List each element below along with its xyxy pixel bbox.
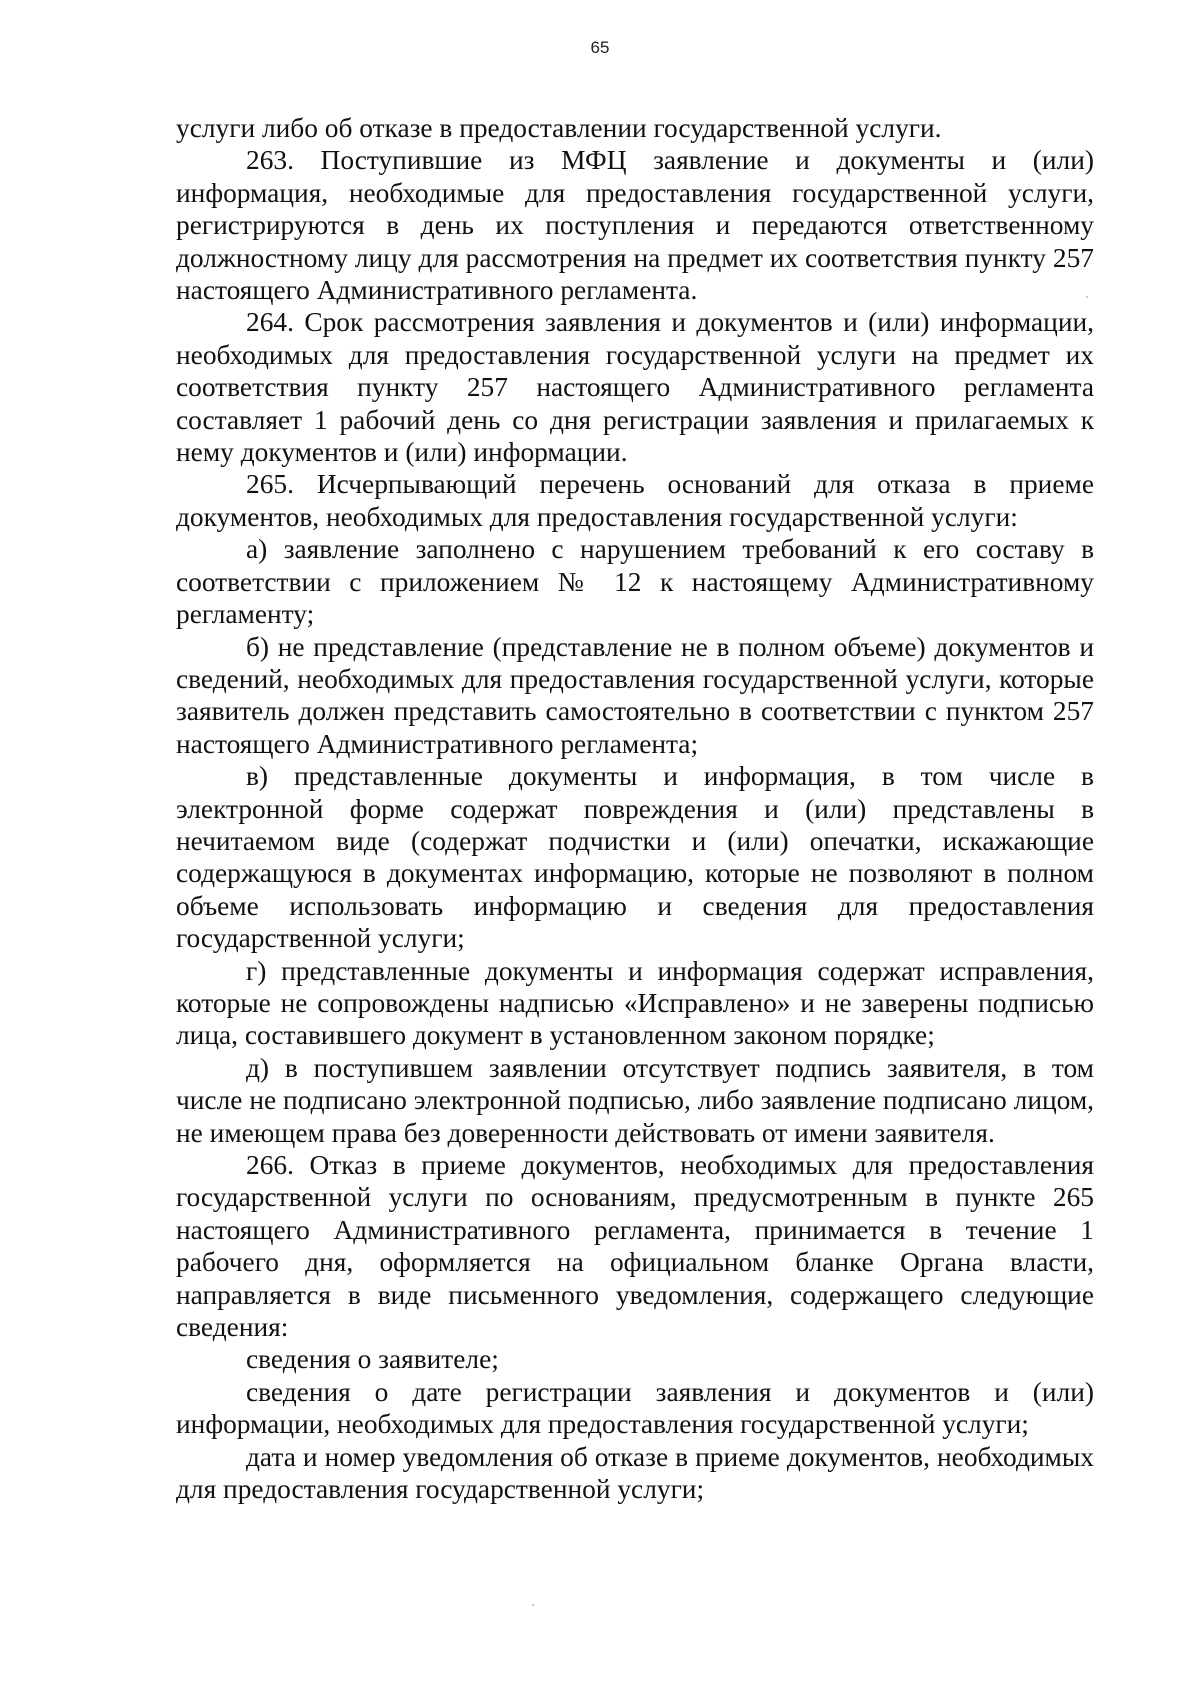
list-item-a: а) заявление заполнено с нарушением требований к его составу в соответствии с приложением № 12 к настоящему Административному регламенту;: [176, 534, 1094, 630]
scan-speck: [532, 1604, 534, 1606]
list-item-registration-date: сведения о дате регистрации заявления и документов и (или) информации, необходимых для предоставления государственной услуги;: [176, 1376, 1094, 1440]
scan-speck: [1086, 296, 1088, 298]
paragraph-265: 265. Исчерпывающий перечень оснований для отказа в приеме документов, необходимых для предоставления государственной услуги:: [176, 469, 1094, 532]
list-item-applicant-info: сведения о заявителе;: [246, 1344, 499, 1375]
paragraph-266: 266. Отказ в приеме документов, необходимых для предоставления государственной услуги по основаниям, предусмотренным в пункте 265 настоящего Административного регламента, принимается в течение 1 рабочего дня, оформляется на официальном бланке Органа власти, направляется в виде письменного уведомления, содержащего следующие сведения:: [176, 1150, 1094, 1343]
list-item-b: б) не представление (представление не в полном объеме) документов и сведений, необходимых для предоставления государственной услуги, которые заявитель должен представить самостоятельно в соответствии с пунктом 257 настоящего Административного регламента;: [176, 631, 1094, 759]
list-item-v: в) представленные документы и информация, в том числе в электронной форме содержат повреждения и (или) представлены в нечитаемом виде (содержат подчистки и (или) опечатки, искажающие содержащуюся в документах информацию, которые не позволяют в полном объеме использовать информацию и сведения для предоставления государственной услуги;: [176, 761, 1094, 954]
paragraph-264: 264. Срок рассмотрения заявления и документов и (или) информации, необходимых для предоставления государственной услуги на предмет их соответствия пункту 257 настоящего Административного регламента составляет 1 рабочий день со дня регистрации заявления и прилагаемых к нему документов и (или) информации.: [176, 307, 1094, 468]
list-item-g: г) представленные документы и информация содержат исправления, которые не сопровождены надписью «Исправлено» и не заверены подписью лица, составившего документ в установленном законом порядке;: [176, 955, 1094, 1051]
paragraph-continuation: услуги либо об отказе в предоставлении государственной услуги.: [176, 113, 942, 143]
document-body: [176, 112, 1094, 1505]
page-number: 65: [590, 38, 610, 57]
list-item-notice-date-number: дата и номер уведомления об отказе в приеме документов, необходимых для предоставления государственной услуги;: [176, 1441, 1094, 1505]
paragraph-263: 263. Поступившие из МФЦ заявление и документы и (или) информация, необходимые для предоставления государственной услуги, регистрируются в день их поступления и передаются ответственному должностному лицу для рассмотрения на предмет их соответствия пункту 257 настоящего Административного регламента.: [176, 145, 1094, 306]
list-item-d: д) в поступившем заявлении отсутствует подпись заявителя, в том числе не подписано электронной подписью, либо заявление подписано лицом, не имеющем права без доверенности действовать от имени заявителя.: [176, 1052, 1094, 1148]
